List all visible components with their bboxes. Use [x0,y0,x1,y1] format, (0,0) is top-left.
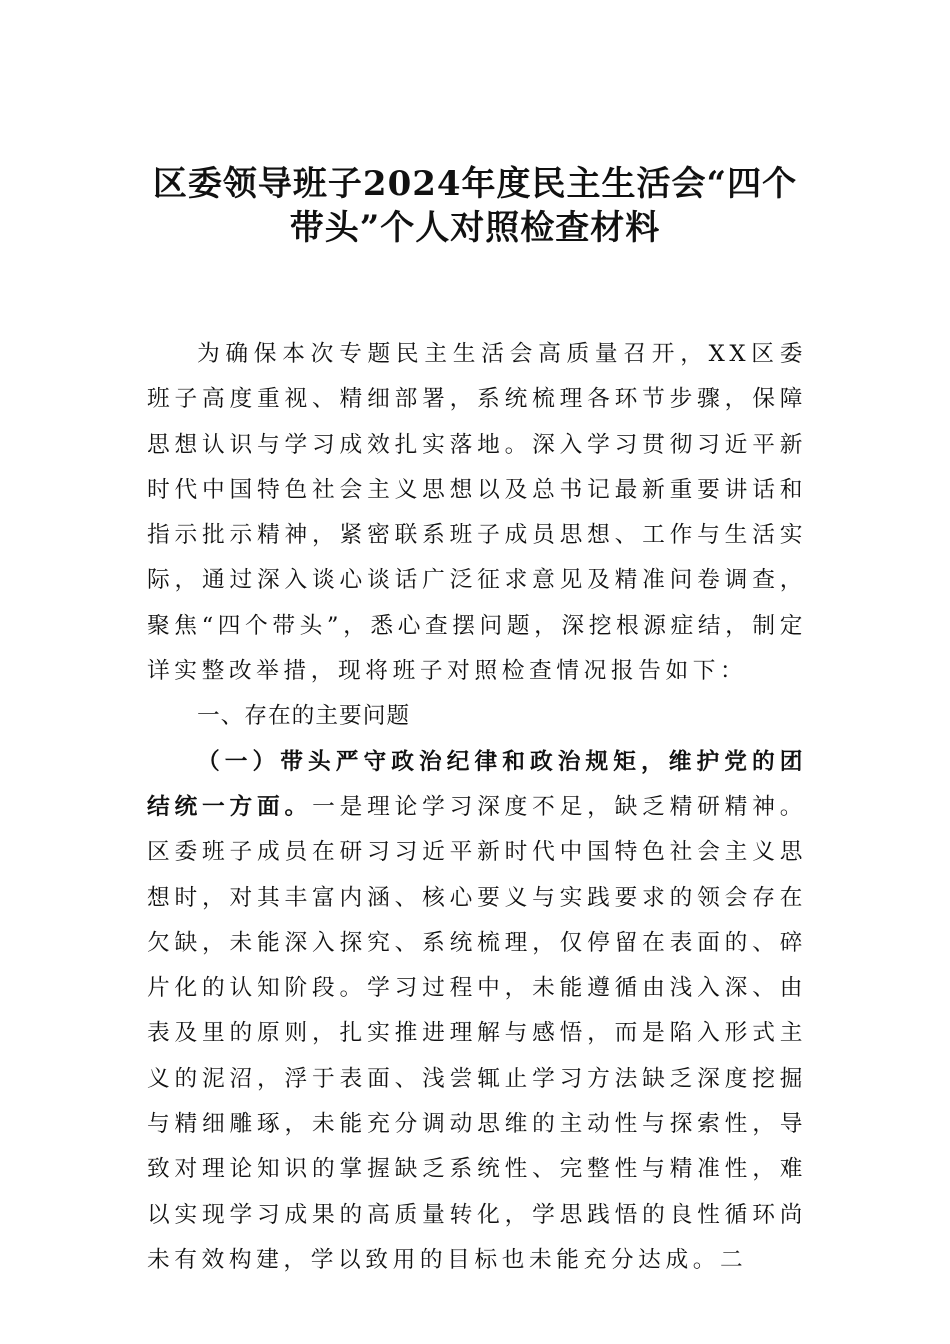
document-title-line-1: 区委领导班子2024年度民主生活会“四个 [152,164,798,204]
subsection-body: 一是理论学习深度不足，缺乏精研精神。区委班子成员在研习习近平新时代中国特色社会主义思想时，对其丰富内涵、核心要义与实践要求的领会存在欠缺，未能深入探究、系统梳理，仅停留在表面的、碎片化的认知阶段。学习过程中，未能遵循由浅入深、由表及里的原则，扎实推进理解与感悟，而是陷入形式主义的泥沼，浮于表面、浅尝辄止学习方法缺乏深度挖掘与精细雕琢，未能充分调动思维的主动性与探索性，导致对理论知识的掌握缺乏系统性、完整性与精准性，难以实现学习成果的高质量转化，学思践悟的良性循环尚未有效构建，学以致用的目标也未能充分达成。二 [147,793,807,1273]
intro-paragraph: 为确保本次专题民主生活会高质量召开，XX区委班子高度重视、精细部署，系统梳理各环节步骤，保障思想认识与学习成效扎实落地。深入学习贯彻习近平新时代中国特色社会主义思想以及总书记最新重要讲话和指示批示精神，紧密联系班子成员思想、工作与生活实际，通过深入谈心谈话广泛征求意见及精准问卷调查，聚焦“四个带头”，悉心查摆问题，深挖根源症结，制定详实整改举措，现将班子对照检查情况报告如下： [147,341,808,685]
section-heading: 一、存在的主要问题 [196,703,411,730]
subsection-heading: （一）带头严守政治纪律和政治规矩，维护党的团结统一方面。 [147,748,807,820]
document-title-line-2: 带头”个人对照检查材料 [289,208,661,248]
document-body [147,332,807,1283]
subsection-paragraph [147,740,807,1284]
